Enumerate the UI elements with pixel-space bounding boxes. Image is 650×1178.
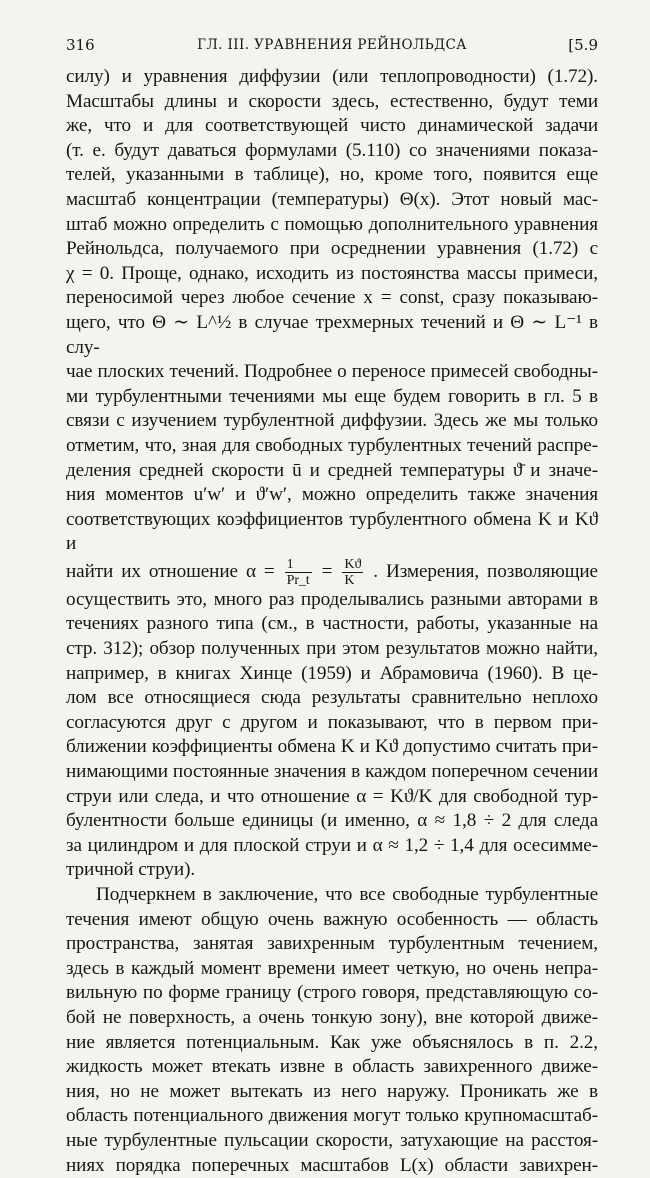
text-line: ные турбулентные пульсации скорости, затухающие на расстоя- [66, 1129, 598, 1151]
paragraph-2 [66, 883, 598, 1178]
text-line: ближении коэффициенты обмена K и Kϑ допустимо считать при- [66, 736, 598, 758]
text-line: Рейнольдса, получаемого при осреднении уравнения (1.72) с [66, 238, 598, 260]
text-line: булентности больше единицы (и именно, α ≈ 1,8 ÷ 2 для следа [66, 810, 598, 832]
page-body [66, 65, 598, 1178]
text-line: область потенциального движения могут только крупномасштаб- [66, 1105, 598, 1127]
text-line: масштаб концентрации (температуры) Θ(x). Этот новый мас- [66, 188, 598, 210]
text-line: (т. е. будут даваться формулами (5.110) со значениями показа- [66, 139, 598, 161]
text-line: χ = 0. Проще, однако, исходить из постоянства массы примеси, [66, 262, 598, 284]
text-line: здесь в каждый момент времени имеет четкую, но очень непра- [66, 957, 598, 979]
text-line: ние является потенциальным. Как уже объяснялось в п. 2.2, [66, 1031, 598, 1053]
text-line: Масштабы длины и скорости здесь, естественно, будут теми [66, 90, 598, 112]
text-line: чае плоских течений. Подробнее о переносе примесей свободны- [66, 361, 598, 383]
text-line: штаб можно определить с помощью дополнительного уравнения [66, 213, 598, 235]
text-line: деления средней скорости ū и средней температуры ϑ̄ и значе- [66, 459, 598, 481]
text-line: силу) и уравнения диффузии (или теплопроводности) (1.72). [66, 66, 598, 87]
text-line: отметим, что, зная для свободных турбулентных течений распре- [66, 434, 598, 456]
text-line: струи или следа, и что отношение α = Kϑ/K для свободной тур- [66, 785, 598, 807]
text-line: бой не поверхность, а очень тонкую зону), вне которой движе- [66, 1006, 598, 1028]
fraction-one-over-prt [285, 557, 312, 588]
text-line: соответствующих коэффициентов турбулентного обмена K и Kϑ и [66, 508, 598, 555]
text-line: же, что и для соответствующей чисто динамической задачи [66, 115, 598, 137]
equals-sign: = [321, 560, 333, 582]
running-header [66, 36, 598, 58]
text-line: жидкость может втекать извне в область завихренного движе- [66, 1056, 598, 1078]
text-line: например, в книгах Хинце (1959) и Абрамовича (1960). В це- [66, 662, 598, 684]
fraction-denominator: K [344, 572, 355, 588]
text-line: осуществить это, много раз проделывались разными авторами в [66, 588, 598, 610]
formula-line [66, 557, 598, 588]
text-line: пространства, занятая завихренным турбулентным течением, [66, 933, 598, 955]
text-line: течения имеют общую очень важную особенность — область [66, 908, 598, 930]
text-line: согласуются друг с другом и показывают, что в первом при- [66, 711, 598, 733]
text-line: Подчеркнем в заключение, что все свободные турбулентные [96, 884, 598, 905]
formula-text-before: найти их отношение α = [66, 560, 275, 582]
text-line: течениях разного типа (см., в частности, работы, указанные на [66, 613, 598, 635]
text-line: связи с изучением турбулентной диффузии. Здесь же мы только [66, 410, 598, 432]
text-line: вильную по форме границу (строго говоря, представляющую со- [66, 982, 598, 1004]
paragraph-1 [66, 65, 598, 883]
text-line: стр. 312); обзор полученных при этом результатов можно найти, [66, 638, 598, 660]
formula-text-after: . Измерения, позволяющие [373, 560, 598, 582]
text-line: лом все относящиеся сюда результаты сравнительно неплохо [66, 687, 598, 709]
text-line: за цилиндром и для плоской струи и α ≈ 1,2 ÷ 1,4 для осесимме- [66, 834, 598, 856]
running-title: ГЛ. III. УРАВНЕНИЯ РЕЙНОЛЬДСА [197, 37, 467, 53]
fraction-denominator: Pr_t [286, 572, 310, 588]
text-line: телей, указанными в таблице), но, кроме того, появится еще [66, 164, 598, 186]
page-number: 316 [66, 36, 95, 54]
text-line: щего, что Θ ∼ L^½ в случае трехмерных течений и Θ ∼ L⁻¹ в слу- [66, 311, 598, 358]
text-line: нимающими постоянные значения в каждом поперечном сечении [66, 761, 598, 783]
text-line: ми турбулентными течениями мы еще будем говорить в гл. 5 в [66, 385, 598, 407]
fraction-k-theta-over-k [342, 557, 363, 588]
fraction-numerator: 1 [285, 557, 312, 573]
text-line: тричной струи). [66, 859, 196, 881]
section-number: [5.9 [568, 36, 598, 54]
text-line: ния моментов u′w′ и ϑ′w′, можно определить также значения [66, 484, 598, 506]
text-line: ниях порядка поперечных масштабов L(x) области завихрен- [66, 1154, 598, 1176]
text-line: переносимой через любое сечение x = const, сразу показываю- [66, 287, 598, 309]
text-line: ния, но не может вытекать из него наружу. Проникать же в [66, 1080, 598, 1102]
fraction-numerator: Kϑ [344, 556, 362, 572]
